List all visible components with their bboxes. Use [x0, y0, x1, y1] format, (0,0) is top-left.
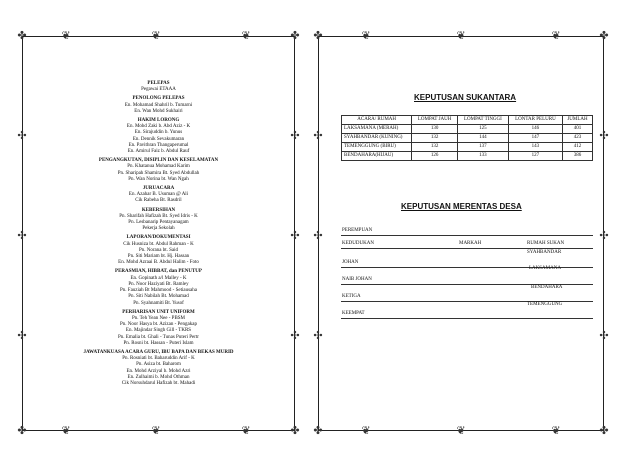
committee-member: Cik Norsuhdarul Hafizah bt. Mahadi	[121, 380, 196, 386]
section-title: PERASMIAN, HIBBAT, dan PENUTUP	[115, 269, 202, 275]
committee-member: Pn. Noor Hasya bt. Azizan - Pengakap	[120, 322, 197, 328]
ornament-icon: ❦	[361, 425, 371, 437]
table-row	[342, 125, 593, 134]
ornament-icon: ❦	[151, 30, 161, 42]
position-label: JOHAN	[342, 260, 359, 265]
ornament-icon: ✣	[599, 230, 609, 242]
section-title: KEBERSIHAN	[141, 207, 176, 213]
committee-member: En. Mohamad Shahril b. Tumarni	[124, 102, 193, 108]
header-long-jump: LOMPAT JAUH	[412, 116, 458, 125]
score-shot-put: 147	[508, 134, 562, 143]
ornament-icon: ✤	[313, 425, 323, 437]
ornament-icon: ✤	[599, 425, 609, 437]
committee-member: Pn. Fauziah Bt Mahmood - Setiausaha	[120, 288, 197, 294]
ornament-icon: ✣	[599, 330, 609, 342]
house-name: BENDAHARA	[531, 285, 563, 290]
category-row	[341, 225, 593, 236]
ornament-icon: ❦	[61, 425, 71, 437]
committee-member: Pn. Rosni bt. Hassan - Puteri Islam	[123, 340, 194, 346]
committee-member: En. Azahar B. Usuman @ Ali	[128, 192, 189, 198]
committee-list	[23, 81, 294, 387]
table-row	[341, 285, 593, 302]
ornament-icon: ❦	[151, 425, 161, 437]
ornament-icon: ❦	[456, 30, 466, 42]
score-long-jump: 130	[412, 125, 458, 134]
header-shot-put: LONTAR PELURU	[508, 116, 562, 125]
section-title: PERHARISAN UNIT UNIFORM	[122, 309, 195, 315]
ornament-icon: ✣	[313, 330, 323, 342]
results-header-row	[342, 116, 593, 125]
table-row	[342, 143, 593, 152]
committee-member: Pn. Emalia bt. Ghali - Tunas Puteri Pertr	[118, 334, 199, 340]
category-label: PEREMPUAN	[342, 228, 373, 233]
section-title: JAWATANKUASA ACARA GURU, IBU BAPA DAN BEKAS MURID	[83, 349, 234, 355]
house-name: BENDAHARA(HIJAU)	[342, 152, 412, 161]
table-row	[341, 268, 593, 285]
committee-member: En. Mohd Arziyal b. Mohd Azri	[126, 368, 191, 374]
score-total: 386	[562, 152, 592, 161]
ornament-icon: ✤	[599, 30, 609, 42]
score-total: 423	[562, 134, 592, 143]
ornament-icon: ✤	[290, 30, 300, 42]
committee-member: Pn. Syahnamiti Bt. Yusof	[133, 300, 184, 306]
header-points: MARKAH	[459, 241, 482, 246]
section-title: PENGANGKUTAN, DISIPLIN DAN KESELAMATAN	[98, 158, 219, 164]
committee-member: Cik Rabeha Bt. Rasdril	[135, 198, 182, 204]
position-label: KEEMPAT	[342, 311, 365, 316]
committee-member: Pn. Norana bt. Said	[138, 247, 179, 253]
score-shot-put: 143	[508, 143, 562, 152]
committee-page	[22, 36, 295, 431]
ornament-icon: ❦	[241, 425, 251, 437]
ornament-icon: ✣	[313, 130, 323, 142]
ornament-icon: ✤	[313, 30, 323, 42]
committee-member: En. Amirul Faiz b. Abdul Rauf	[127, 149, 190, 155]
house-name: SYAHBANDAR (KUNING)	[342, 134, 412, 143]
committee-member: En. Pavithran Thangaperumal	[128, 142, 189, 148]
ornament-icon: ✣	[290, 330, 300, 342]
ornament-icon: ❦	[551, 30, 561, 42]
score-long-jump: 132	[412, 143, 458, 152]
header-event-house: ACARA/ RUMAH	[342, 116, 412, 125]
position-label: NAIB JOHAN	[342, 277, 372, 282]
committee-member: En. Sirajuddin b. Yunus	[134, 130, 183, 136]
committee-member: Pn. Lesbanarip Pentayanagam	[128, 220, 189, 226]
committee-member: Pn. Sharifah Hafizah Bt. Syed Idris - K	[119, 213, 198, 219]
score-shot-put: 146	[508, 125, 562, 134]
committee-member: Pn. Noor Haziyati Bt. Ramley	[128, 281, 189, 287]
committee-member: En. Mohd Azraai B. Abdul Halim - Foto	[118, 260, 199, 266]
header-house: RUMAH SUKAN	[527, 241, 565, 246]
committee-member: Pn. Teh Yean Nee - PBSM	[131, 315, 186, 321]
committee-member: Pn. Asiza bt. Baharom	[136, 362, 181, 368]
ornament-icon: ✣	[17, 130, 27, 142]
ornament-icon: ❦	[456, 425, 466, 437]
ornament-icon: ✣	[290, 130, 300, 142]
house-name: LAKSAMANA	[529, 266, 561, 271]
ornament-icon: ✤	[290, 425, 300, 437]
committee-member: Pn. Siti Mariam bt. Hj. Hassan	[127, 254, 190, 260]
header-high-jump: LOMPAT TINGGI	[457, 116, 508, 125]
score-total: 401	[562, 125, 592, 134]
score-long-jump: 132	[412, 134, 458, 143]
position-label: KETIGA	[342, 294, 361, 299]
committee-member: En. Majindar Singh Gill - TKRS	[125, 328, 192, 334]
ornament-icon: ✣	[17, 230, 27, 242]
section-title: HAKIM LORONG	[137, 118, 180, 124]
section-title: JURUACARA	[142, 186, 175, 192]
results-page	[318, 36, 604, 431]
cross-country-table	[341, 225, 593, 319]
table-row	[342, 134, 593, 143]
table-row	[342, 152, 593, 161]
committee-member: Pekerja Sekolah	[142, 226, 175, 232]
committee-member: Pn. Rosniati bt. Baharuddin Arif - K	[122, 356, 195, 362]
header-position: KEDUDUKAN	[342, 241, 374, 246]
committee-member: En. Gopinath a/l Malley - K	[130, 275, 187, 281]
section-title: PENOLONG PELEPAS	[132, 96, 185, 102]
committee-member: Pn. Wan Norina bt. Wan Ngah	[128, 176, 189, 182]
ornament-icon: ✣	[313, 230, 323, 242]
house-name: LAKSAMANA (MERAH)	[342, 125, 412, 134]
results-title: KEPUTUSAN SUKANTARA	[414, 93, 517, 102]
score-shot-put: 127	[508, 152, 562, 161]
committee-member: En. Mohd Zaki b. Abd Aziz - K	[126, 124, 191, 130]
score-high-jump: 133	[457, 152, 508, 161]
ornament-icon: ❦	[361, 30, 371, 42]
ornament-icon: ❦	[551, 425, 561, 437]
ornament-icon: ✤	[17, 30, 27, 42]
committee-member: Cik Husniza bt. Abdul Rahman - K	[123, 241, 194, 247]
section-title: PELEPAS	[147, 81, 170, 86]
ornament-icon: ✣	[599, 130, 609, 142]
ornament-icon: ✤	[17, 425, 27, 437]
ornament-icon: ❦	[61, 30, 71, 42]
ornament-icon: ❦	[241, 30, 251, 42]
score-high-jump: 137	[457, 143, 508, 152]
committee-member: En. Dennik Sevakumaran	[132, 136, 185, 142]
table-row	[341, 302, 593, 319]
committee-member: Pn. Siti Nabilah Bt. Mohamad	[128, 294, 189, 300]
relay-title: KEPUTUSAN MERENTAS DESA	[401, 202, 522, 211]
committee-member: En. Zulhaimi b. Mohd Othman	[127, 374, 190, 380]
committee-member: En. Wan Mohd Sukhairi	[134, 108, 183, 114]
committee-member: Pegawai ETAAA	[141, 87, 176, 93]
committee-member: Pn. Khatanua Mohamad Karim	[127, 164, 190, 170]
house-name: SYAHBANDAR	[527, 250, 562, 255]
ornament-icon: ✣	[290, 230, 300, 242]
section-title: LAPORAN/DOKUMENTASI	[126, 235, 191, 241]
cross-country-header-row	[341, 236, 593, 249]
score-total: 412	[562, 143, 592, 152]
score-long-jump: 126	[412, 152, 458, 161]
score-high-jump: 144	[457, 134, 508, 143]
header-total: JUMLAH	[562, 116, 592, 125]
house-name: TEMENGGUNG (BIRU)	[342, 143, 412, 152]
results-table	[341, 115, 593, 161]
house-name: TEMENGGUNG	[527, 302, 563, 307]
ornament-icon: ✣	[17, 330, 27, 342]
score-high-jump: 125	[457, 125, 508, 134]
committee-member: Pn. Sharipah Shamira Bt. Syed Abdullah	[117, 170, 200, 176]
